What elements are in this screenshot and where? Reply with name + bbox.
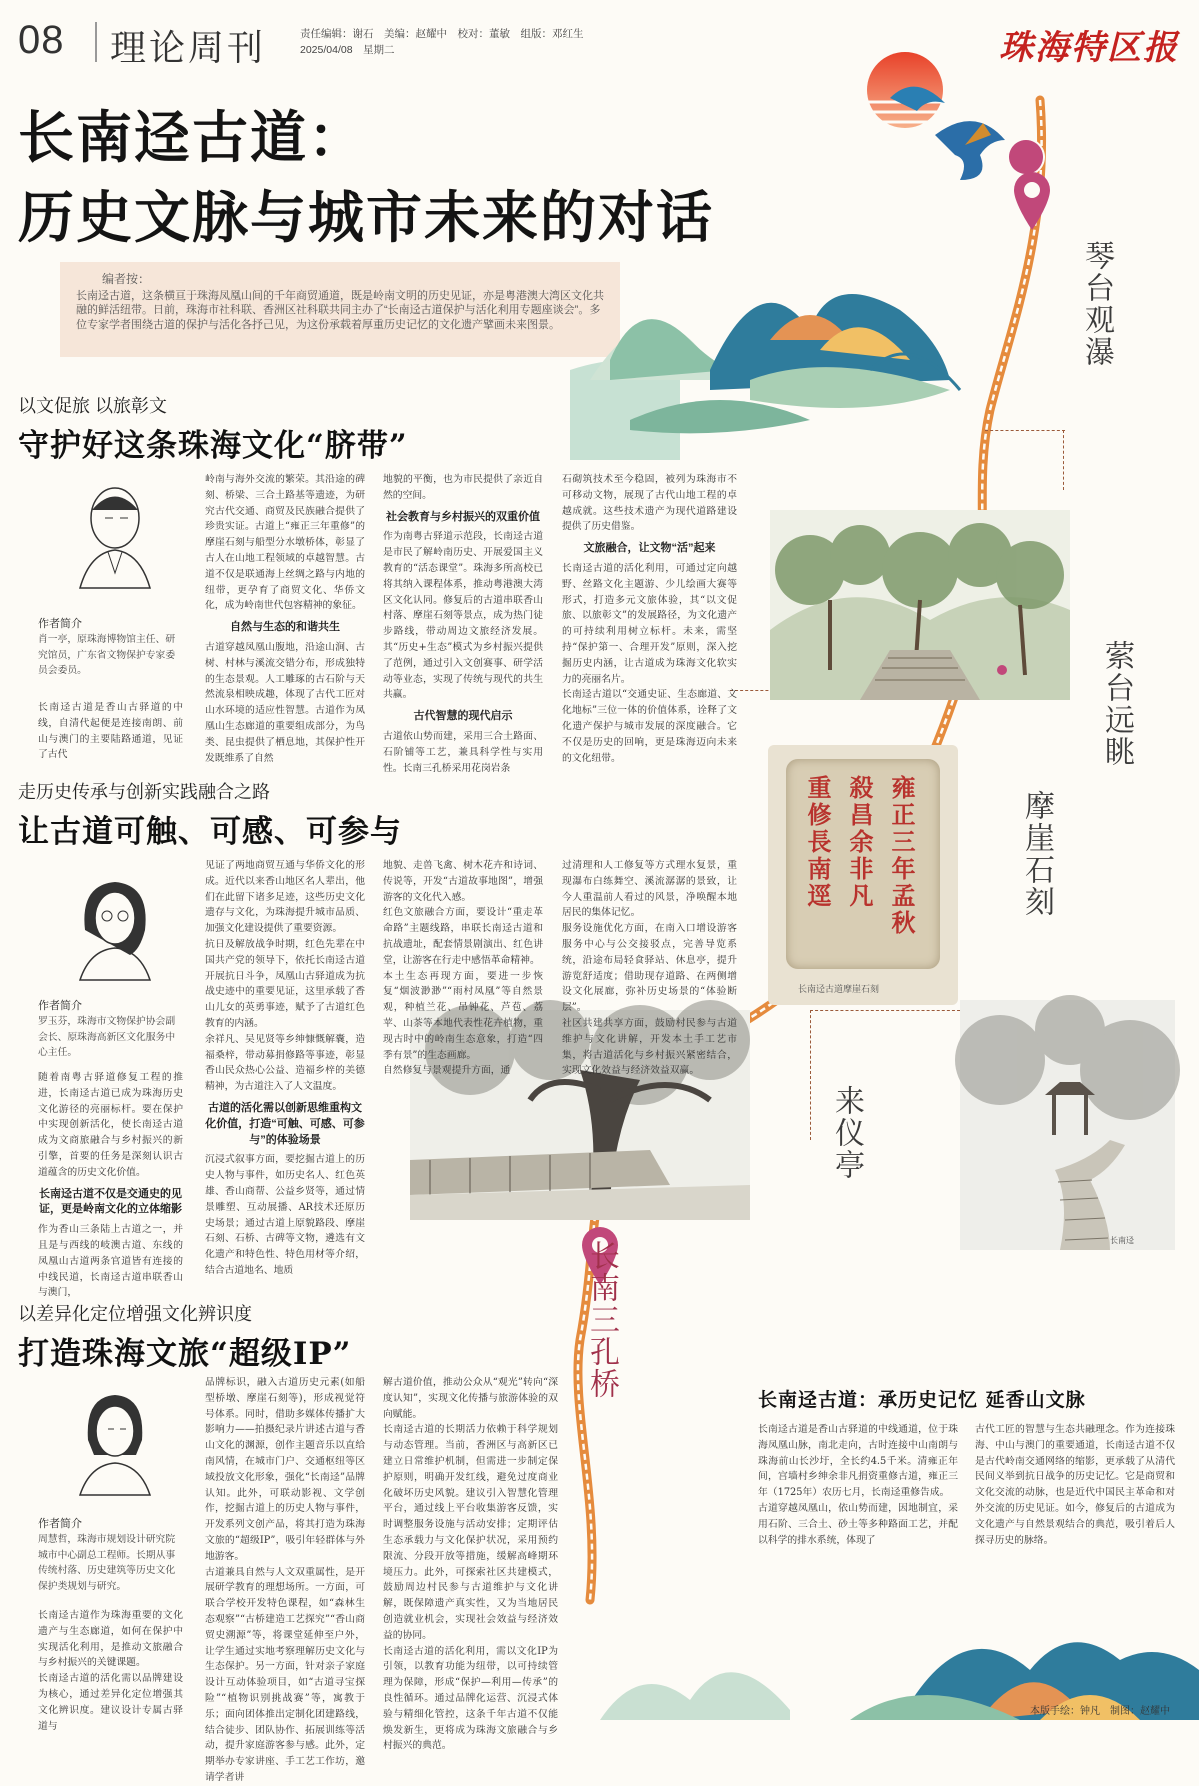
- stone-inscription-illustration: [768, 745, 958, 1005]
- connector-line: [810, 1010, 960, 1011]
- section-name: 理论周刊: [110, 28, 267, 69]
- section2-title: 让古道可触、可感、可参与: [18, 814, 402, 850]
- s1c2-subhead: 社会教育与乡村振兴的双重价值: [386, 510, 540, 523]
- author-portrait-luo: [70, 870, 150, 970]
- section3-title: 打造珠海文旅“超级IP”: [18, 1336, 352, 1372]
- section2-col3: [562, 858, 737, 1077]
- s2c0-subhead: 长南迳古道不仅是交通史的见证，更是岭南文化的立体缩影: [39, 1187, 182, 1216]
- section3-kicker: 以差异化定位增强文化辨识度: [18, 1304, 252, 1324]
- section2-kicker: 走历史传承与创新实践融合之路: [18, 782, 270, 802]
- map-label-yingtai: 萦台远眺: [1099, 640, 1134, 768]
- s1c3-text3: 长南迳古道以“交通史证、生态廊道、文化地标”三位一体的价值体系，诠释了文化遗产保护与城市发展的深度融合。它不仅是历史的回响，更是珠海迈向未来的文化纽带。: [562, 689, 737, 764]
- section1-col2: [383, 472, 543, 774]
- map-label-laiyi: 来仪亭: [829, 1085, 864, 1181]
- s3c2-text2: 长南迳古道的长期活力依赖于科学规划与动态管理。当前，香洲区与高新区已建立日常维护机制，但需进一步制定保护原则，明确开发红线，避免过度商业化破坏历史风貌。建议引入智慧化管理平台，通过线上平台收集游客反馈，实时调整服务设施与活动安排；定期评估生态承载力与文化保护状况，采用预约限流、分段开放等措施，缓解高峰期环境压力。此外，可探索社区共建模式，鼓励周边村民参与古道维护与文化讲解，既保障遗产真实性，又为当地居民创造就业机会，实现社会效益与经济效益的协同。: [383, 1424, 558, 1641]
- editor-note-text: 长南迳古道，这条横亘于珠海凤凰山间的千年商贸通道，既是岭南文明的历史见证，亦是粤港澳大湾区文化共融的鲜活纽带。日前，珠海市社科联、香洲区社科联共同主办了“长南迳古道保护与活化利用专题座谈会”。多位专家学者围绕古道的保护与活化各抒己见，为这份承载着厚重历史记忆的文化遗产擘画未来图景。: [76, 289, 604, 331]
- author3-bio: 周慧哲，珠海市规划设计研究院城市中心副总工程师。长期从事传统村落、历史建筑等历史文化保护类规划与研究。: [38, 1534, 176, 1592]
- author-portrait-xiao: [70, 478, 150, 578]
- map-label-moya: 摩崖石刻: [1019, 790, 1054, 918]
- s2c1-text3: 余祥凡、吴见贤等乡绅慷慨解囊，造福桑梓，带动募捐修路等事迹，彰显香山民众热心公益、造福乡梓的美德精神，为古道注入了人文温度。: [205, 1033, 365, 1093]
- s2c3-text3: 社区共建共享方面，鼓励村民参与古道维护与文化讲解，开发本土手工艺市集，将古道活化与乡村振兴紧密结合，实现文化效益与经济效益双赢。: [562, 1017, 737, 1077]
- s2c0-text: 随着南粤古驿道修复工程的推进，长南迳古道已成为珠海历史文化游径的亮丽标杆。要在保护中实现创新活化，使长南迳古道成为文商旅融合与乡村振兴的新引擎，首要的任务是深刻认识古道蕴含的历史文化价值。: [38, 1072, 183, 1178]
- bottom-mountains-illustration: [600, 1550, 1199, 1720]
- s2c3-text2: 服务设施优化方面，在南入口增设游客服务中心与公交接驳点，完善导览系统，沿途布局轻食驿站、休息亭，提升游览舒适度；借助现存道路、在两侧增设文化展廊，弥补历史场景的“体验断层”。: [562, 923, 737, 1014]
- s2c2-text4: 自然修复与景观提升方面，通: [383, 1065, 511, 1077]
- forest-steps-illustration: [770, 510, 1070, 700]
- stone-caption: 长南迳古道摩崖石刻: [798, 985, 880, 995]
- section2-col0: [38, 1070, 183, 1299]
- main-title-line1: 长南迳古道：: [18, 105, 366, 171]
- section1-col1: [205, 472, 365, 764]
- main-title-line2: 历史文脉与城市未来的对话: [18, 185, 714, 251]
- author3-label: 作者简介: [38, 1518, 82, 1530]
- map-label-qintai: 琴台观瀑: [1079, 240, 1114, 368]
- author1-label: 作者简介: [38, 618, 82, 630]
- inscription-col: 重修長南逕: [803, 775, 832, 910]
- inscription-text: [796, 775, 922, 965]
- s2c1-text2: 抗日及解放战争时期，红色先辈在中国共产党的领导下，依托长南迳古道开展抗日斗争，凤凰山古驿道成为抗战史迹中的重要见证，这里承载了香山儿女的英勇事迹，赋予了古道红色教育的内涵。: [205, 938, 365, 1029]
- section2-col2: [383, 858, 543, 1077]
- s1c1-text2: 古道穿越凤凰山腹地，沿途山涧、古树、村林与溪流交错分布，形成独特的生态景观。人工雕琢的古石阶与天然流泉相映成趣，体现了古代工匠对山水环境的适应性智慧。古道作为凤凰山生态廊道的重要组成部分，为鸟类、昆虫提供了栖息地，其保护性开发既维系了自然: [205, 641, 365, 764]
- credits-line: 责任编辑：谢石 美编：赵耀中 校对：董敏 组版：邓红生: [300, 28, 584, 40]
- s3c1-text2: 古道兼具自然与人文双重属性，是开展研学教育的理想场所。一方面，可联合学校开发特色课程，如“森林生态观察”“古桥建造工艺探究”“香山商贸史溯源”等，将课堂延伸至户外，让学生通过实地考察理解历史文化与生态保护。另一方面，针对亲子家庭设计互动体验项目，如“古道寻宝探险”“植物识别挑战赛”等，寓教于乐；面向团体推出定制化团建路线，结合徒步、团队协作、拓展训练等活动，提升家庭游客参与感。此外，定期举办专家讲座、手工艺工作坊，邀请学者讲: [205, 1566, 365, 1783]
- map-pin-icon: [1012, 170, 1052, 232]
- section1-col3: [562, 472, 737, 764]
- map-label-bridge: 长南三孔桥: [584, 1240, 619, 1400]
- svg-text:长南迳: 长南迳: [1110, 1236, 1134, 1245]
- s1c2-text2: 作为南粤古驿道示范段，长南迳古道是市民了解岭南历史、开展爱国主义教育的“活态课堂”。珠海多所高校已将其纳入课程体系，推动粤港澳大湾区文化认同。修复后的古道串联香山村落、摩崖石刻等景点，成为热门徒步路线，带动周边文旅经济发展。其“历史+生态”模式为乡村振兴提供了范例，通过引入文创赛事、研学活动等业态，实现了传统与现代的共生共赢。: [383, 531, 543, 701]
- s2c2-text: 地貌、走兽飞禽、树木花卉和诗词、传说等，开发“古道故事地图”，增强游客的文化代入感。: [383, 860, 543, 903]
- closing-title: 长南迳古道：承历史记忆 延香山文脉: [758, 1389, 1086, 1411]
- newspaper-logo: 珠海特区报: [999, 28, 1179, 68]
- s1c3-text2: 长南迳古道的活化利用，可通过定向越野、丝路文化主题游、少儿绘画大赛等形式，打造多元文旅体验，其“以文促旅、以旅彰文”的发展路径，为文化遗产的可持续利用树立标杆。未来，需坚持“保护第一、合理开发”原则，深入挖掘历史内涵，让古道成为珠海文化软实力的亮丽名片。: [562, 562, 737, 685]
- s3c1-text: 品牌标识，融入古道历史元素(如船型桥墩、摩崖石刻等)，形成视觉符号体系。同时，借助多媒体传播扩大影响力——拍摄纪录片讲述古道与香山文化的渊源，创作主题音乐以直给南风情，在城市门户、交通枢纽等区域投放文化形象，强化“长南迳”品牌认知。此外，可联动影视、文学创作，挖掘古道上的历史人物与事件，开发系列文创产品，将其打造为珠海文旅的“超级IP”，吸引年轻群体与外地游客。: [205, 1377, 365, 1562]
- editor-note: [60, 262, 620, 357]
- editorial-credits: [300, 26, 584, 58]
- section3-col1: [205, 1375, 365, 1783]
- closing-col1: 古代工匠的智慧与生态共融理念。作为连接珠海、中山与澳门的重要通道，长南迳古道不仅是古代岭南交通网络的缩影，更承载了从清代民间义举到抗日战争的历史记忆。它是商贸和文化交流的动脉，也是近代中国民主革命和对外交流的历史见证。如今，修复后的古道成为文化遗产与自然景观结合的典范，吸引着后人探寻历史的脉络。: [975, 1424, 1175, 1546]
- s1c3-text: 石砌筑技术至今稳固，被列为珠海市不可移动文物，展现了古代山地工程的卓越成就。这些技术遗产为现代道路建设提供了历史借鉴。: [562, 474, 737, 533]
- inscription-col: 雍正三年孟秋: [887, 775, 916, 937]
- s1c1-subhead: 自然与生态的和谐共生: [230, 621, 340, 634]
- section3-col2: [383, 1375, 558, 1752]
- section2-col1: [205, 858, 365, 1290]
- pavilion-path-illustration: [960, 1000, 1175, 1250]
- editor-note-label: 编者按：: [102, 272, 151, 286]
- connector-line: [985, 430, 1065, 431]
- s1c2-text3: 古道依山势而建，采用三合土路面、石阶铺等工艺，兼具科学性与实用性。长南三孔桥采用花岗岩条: [383, 730, 543, 774]
- inscription-col: 殺昌余非凡: [845, 775, 874, 910]
- author-portrait-zhou: [70, 1385, 150, 1485]
- s2c1-text: 见证了两地商贸互通与华侨文化的形成。近代以来香山地区名人辈出，他们在此留下诸多足迹，这些历史文化遗存与文化，为珠海提升城市品质、加强文化建设提供了重要资源。: [205, 860, 365, 935]
- section3-col0: [38, 1608, 183, 1732]
- s2c1-text4: 沉浸式叙事方面，要挖掘古道上的历史人物与事件，如历史名人、红色英雄、香山商帮、公益乡贤等，通过情景雕塑、互动展播、AR技术还原历史场景；通过古道上原貌路段、摩崖石刻、石桥、古碑等文物，遴选有文化遗产和特色性、特色用材等介绍，结合古道地名、地质: [205, 1154, 365, 1276]
- section1-title: 守护好这条珠海文化“脐带”: [18, 428, 408, 464]
- s2c0-text2: 作为香山三条陆上古道之一，并且是与西线的岐澳古道、东线的凤凰山古道两条官道皆有连接的中线民道，长南迳古道串联香山与澳门，: [38, 1224, 183, 1299]
- connector-line: [810, 1010, 811, 1140]
- s2c1-subhead: 古道的活化需以创新思维重构文化价值，打造“可触、可感、可参与”的体验场景: [205, 1101, 365, 1146]
- section1-col0: 长南迳古道是香山古驿道的中线，自清代起便是连接南朗、前山与澳门的主要陆路通道，见证了古代: [38, 702, 183, 761]
- header-divider: [95, 22, 97, 62]
- s1c1-text: 岭南与海外交流的繁荣。其沿途的碑刻、桥梁、三合土路基等遗迹，为研究古代交通、商贸及民族融合提供了珍贵实证。古道上“雍正三年重修”的摩崖石刻与船型分水墩桥体，彰显了古人在山地工程领域的卓越智慧。古道不仅是联通海上丝绸之路与内地的纽带，更孕育了商贸文化、华侨文化，成为岭南世代包容精神的象征。: [205, 474, 365, 612]
- s2c2-text2: 红色文旅融合方面，要设计“重走革命路”主题线路，串联长南迳古道和抗战遗址，配套情景剧演出、红色讲堂，让游客在行走中感悟革命精神。: [383, 907, 543, 966]
- illustration-credit: 本版手绘：钟凡 制图：赵耀中: [1030, 1706, 1170, 1717]
- s1c3-subhead: 文旅融合，让文物“活”起来: [583, 542, 716, 555]
- author2-label: 作者简介: [38, 1000, 82, 1012]
- s1c2-subhead2: 古代智慧的现代启示: [413, 710, 513, 723]
- s1c2-text: 地貌的平衡，也为市民提供了亲近自然的空间。: [383, 474, 543, 501]
- connector-line: [1063, 430, 1064, 490]
- s3c2-text: 解古道价值，推动公众从“观光”转向“深度认知”，实现文化传播与旅游体验的双向赋能。: [383, 1377, 558, 1420]
- publish-date: 2025/04/08 星期二: [300, 44, 395, 56]
- closing-col0: [758, 1422, 958, 1547]
- closing-text2: 古道穿越凤凰山，依山势而建，因地制宜，采用石阶、三合土、砂土等多种路面工艺，并配以科学的排水系统，体现了: [758, 1502, 958, 1546]
- s3c0-text: 长南迳古道作为珠海重要的文化遗产与生态廊道，如何在保护中实现活化利用，是推动文旅融合与乡村振兴的关键课题。: [38, 1610, 183, 1669]
- s3c2-text3: 长南迳古道的活化利用，需以文化IP为引领，以教育功能为纽带，以可持续管理为保障，形成“保护—利用—传承”的良性循环。通过品牌化运营、沉浸式体验与精细化管控，这条千年古道不仅能焕发新生，更将成为珠海文旅融合与乡村振兴的典范。: [383, 1645, 558, 1752]
- s2c2-text3: 本土生态再现方面，要进一步恢复“烟波渺渺”“雨村凤凰”等自然景观，种植兰花、吊钟花、芦苞、荔苹、山茶等本地代表性花卉植物，重现古时中的岭南生态意象，打造“四季有景”的生态画廊。: [383, 970, 543, 1061]
- s3c0-text2: 长南迳古道的活化需以品牌建设为核心，通过差异化定位增强其文化辨识度。建议设计专属古驿道与: [38, 1673, 183, 1732]
- closing-text: 长南迳古道是香山古驿道的中线通道，位于珠海凤凰山脉，南北走向，古时连接中山南朗与珠海前山长沙圩，全长约4.5千米。清雍正年间，宫墙村乡绅余非凡捐资重修古道，雍正三年（1725年）农历七月，长南迳重修告成。: [758, 1424, 958, 1499]
- page-number: 08: [18, 18, 65, 62]
- author1-bio: 肖一亭，原珠海博物馆主任、研究馆员，广东省文物保护专家委员会委员。: [38, 634, 176, 676]
- section1-kicker: 以文促旅 以旅彰文: [18, 396, 168, 416]
- s2c3-text: 过清理和人工修复等方式理水复景，重现瀑布白练舞空、溪流潺潺的景致，让今人重温前人看过的风景，净唤醒本地居民的集体记忆。: [562, 860, 737, 919]
- author2-bio: 罗玉芬，珠海市文物保护协会副会长、原珠海高新区文化服务中心主任。: [38, 1016, 176, 1058]
